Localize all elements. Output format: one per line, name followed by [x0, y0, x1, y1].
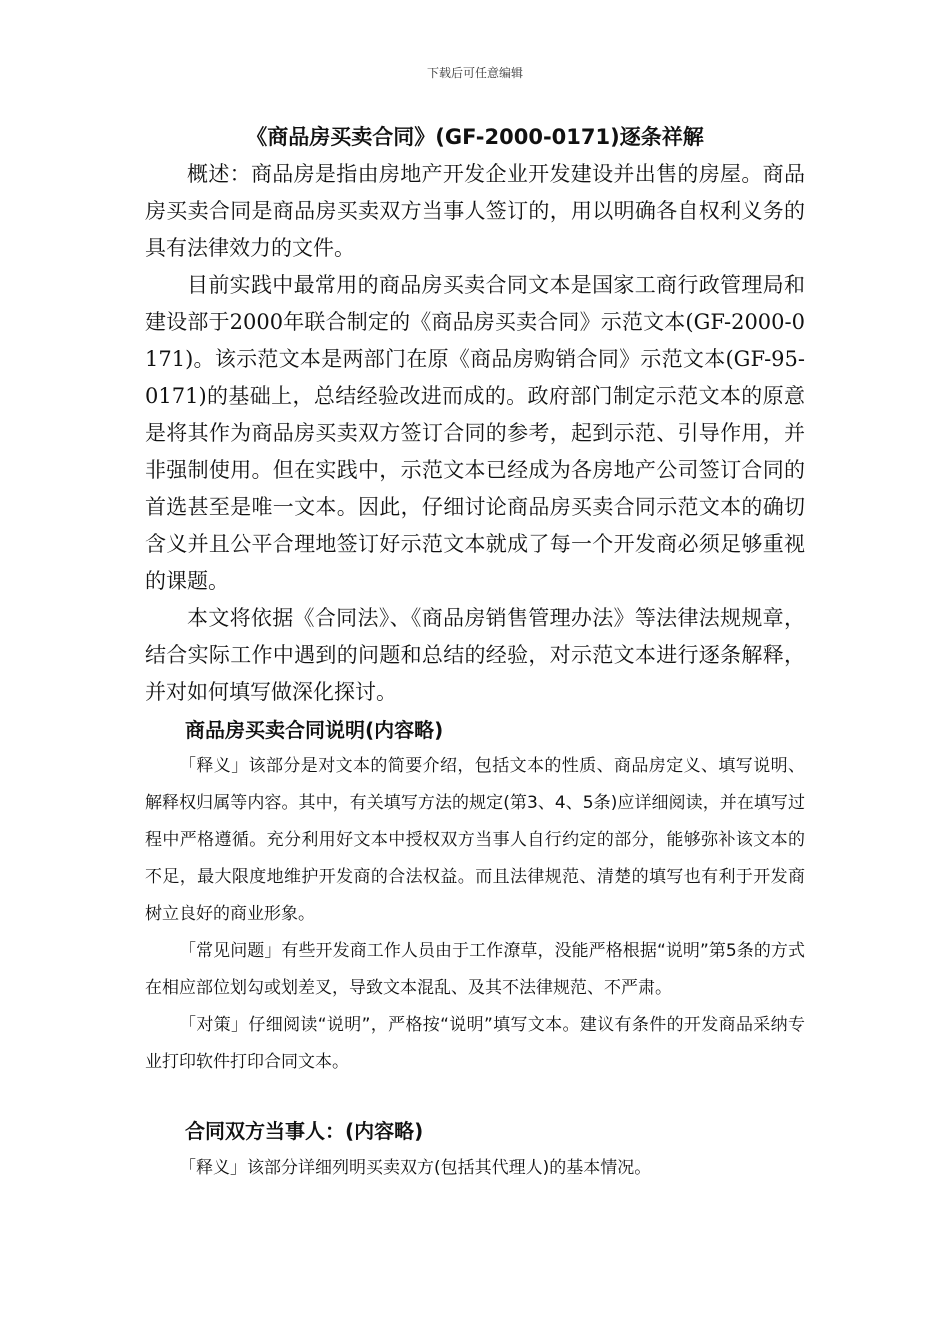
intro-section: [145, 156, 805, 711]
section-contract-notes: [145, 748, 805, 1081]
header-note: 下载后可任意编辑: [426, 66, 523, 80]
notes-paragraph-common-issues: 「常见问题」有些开发商工作人员由于工作潦草，没能严格根据“说明”第5条的方式在相应部位划勾或划差叉，导致文本混乱、及其不法律规范、不严肃。: [145, 941, 805, 998]
notes-paragraph-interpretation: 「释义」该部分是对文本的简要介绍，包括文本的性质、商品房定义、填写说明、解释权归属等内容。其中，有关填写方法的规定(第3、4、5条)应详细阅读，并在填写过程中严格遵循。充分利用好文本中授权双方当事人自行约定的部分，能够弥补该文本的不足，最大限度地维护开发商的合法权益。而且法律规范、清楚的填写也有利于开发商树立良好的商业形象。: [145, 756, 805, 924]
section-heading-parties: 合同双方当事人：(内容略): [185, 1119, 424, 1143]
section-heading-contract-notes: 商品房买卖合同说明(内容略): [185, 718, 444, 742]
section-parties: [145, 1150, 805, 1187]
intro-paragraph-purpose: 本文将依据《合同法》、《商品房销售管理办法》等法律法规规章，结合实际工作中遇到的问题和总结的经验，对示范文本进行逐条解释，并对如何填写做深化探讨。: [145, 606, 805, 704]
document-title: 《商品房买卖合同》(GF-2000-0171)逐条祥解: [246, 125, 704, 149]
notes-paragraph-countermeasures: 「对策」仔细阅读“说明”，严格按“说明”填写文本。建议有条件的开发商品采纳专业打印软件打印合同文本。: [145, 1015, 805, 1072]
intro-paragraph-background: 目前实践中最常用的商品房买卖合同文本是国家工商行政管理局和建设部于2000年联合制定的《商品房买卖合同》示范文本(GF-2000-0171)。该示范文本是两部门在原《商品房购销合同》示范文本(GF-95-0171)的基础上，总结经验改进而成的。政府部门制定示范文本的原意是将其作为商品房买卖双方签订合同的参考，起到示范、引导作用，并非强制使用。但在实践中，示范文本已经成为各房地产公司签订合同的首选甚至是唯一文本。因此，仔细讨论商品房买卖合同示范文本的确切含义并且公平合理地签订好示范文本就成了每一个开发商必须足够重视的课题。: [145, 273, 805, 593]
parties-paragraph-interpretation: 「释义」该部分详细列明买卖双方(包括其代理人)的基本情况。: [179, 1158, 652, 1178]
intro-paragraph-overview: 概述：商品房是指由房地产开发企业开发建设并出售的房屋。商品房买卖合同是商品房买卖双方当事人签订的，用以明确各自权利义务的具有法律效力的文件。: [145, 162, 805, 260]
